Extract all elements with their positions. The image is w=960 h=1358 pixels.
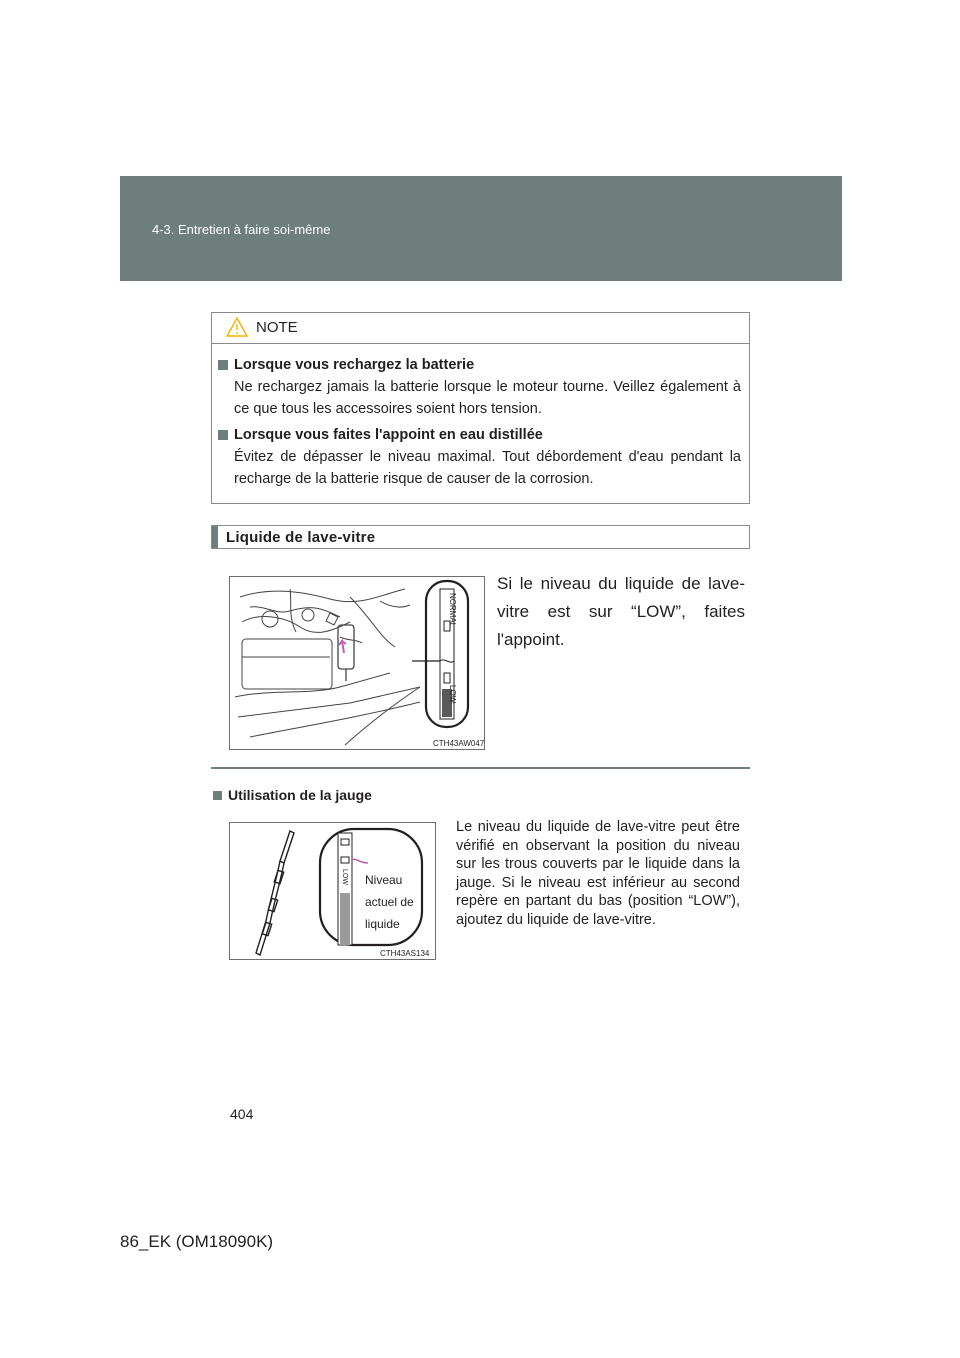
dipstick-arrow [339,641,346,653]
section-divider [211,767,750,769]
note-header [212,313,749,344]
document-code: 86_EK (OM18090K) [120,1232,274,1251]
square-bullet-icon [218,430,228,440]
page-number: 404 [230,1106,254,1122]
section-title-bar [211,525,750,549]
engine-bay-illustration [229,576,485,750]
dipstick-low-label: LOW [341,869,348,885]
section-breadcrumb: 4-3. Entretien à faire soi-même [152,222,331,237]
paragraph-gauge-usage: Le niveau du liquide de lave-vitre peut être vérifié en observant la position du niveau sur les trous couverts par le liquide dans la jauge. Si le niveau est inférieur au second repère en partant du bas (position “LOW”), ajoutez du liquide de lave-vitre. [456,819,740,928]
square-bullet-icon [213,791,222,800]
paragraph-refill: Si le niveau du liquide de lave-vitre est sur “LOW”, faites l'appoint. [497,574,745,649]
note-item-text: Ne rechargez jamais la batterie lorsque le moteur tourne. Veillez également à ce que tous les accessoires soient hors tension. [234,379,741,417]
gauge-low-label: LOW [448,685,457,704]
figure-code: CTH43AS134 [380,949,430,958]
gauge-normal-label: NORMAL [448,593,457,628]
figure-code: CTH43AW047 [433,739,485,748]
note-label: NOTE [256,319,298,336]
subsection-heading: Utilisation de la jauge [213,787,372,803]
header-band [120,176,842,281]
warning-triangle-icon [226,317,248,342]
current-level-label: Niveau actuel de liquide [365,873,414,931]
note-item-text: Évitez de dépasser le niveau maximal. Tout débordement d'eau pendant la recharge de la batterie risque de causer de la corrosion. [234,449,741,487]
note-item-title: Lorsque vous faites l'appoint en eau distillée [218,424,741,446]
dipstick-illustration [229,822,436,960]
section-bar-mark [212,526,218,548]
square-bullet-icon [218,360,228,370]
note-body [212,344,749,490]
section-title: Liquide de lave-vitre [226,528,376,546]
note-item-title: Lorsque vous rechargez la batterie [218,354,741,376]
note-box [211,312,750,504]
engine-bay-drawing [230,577,484,749]
